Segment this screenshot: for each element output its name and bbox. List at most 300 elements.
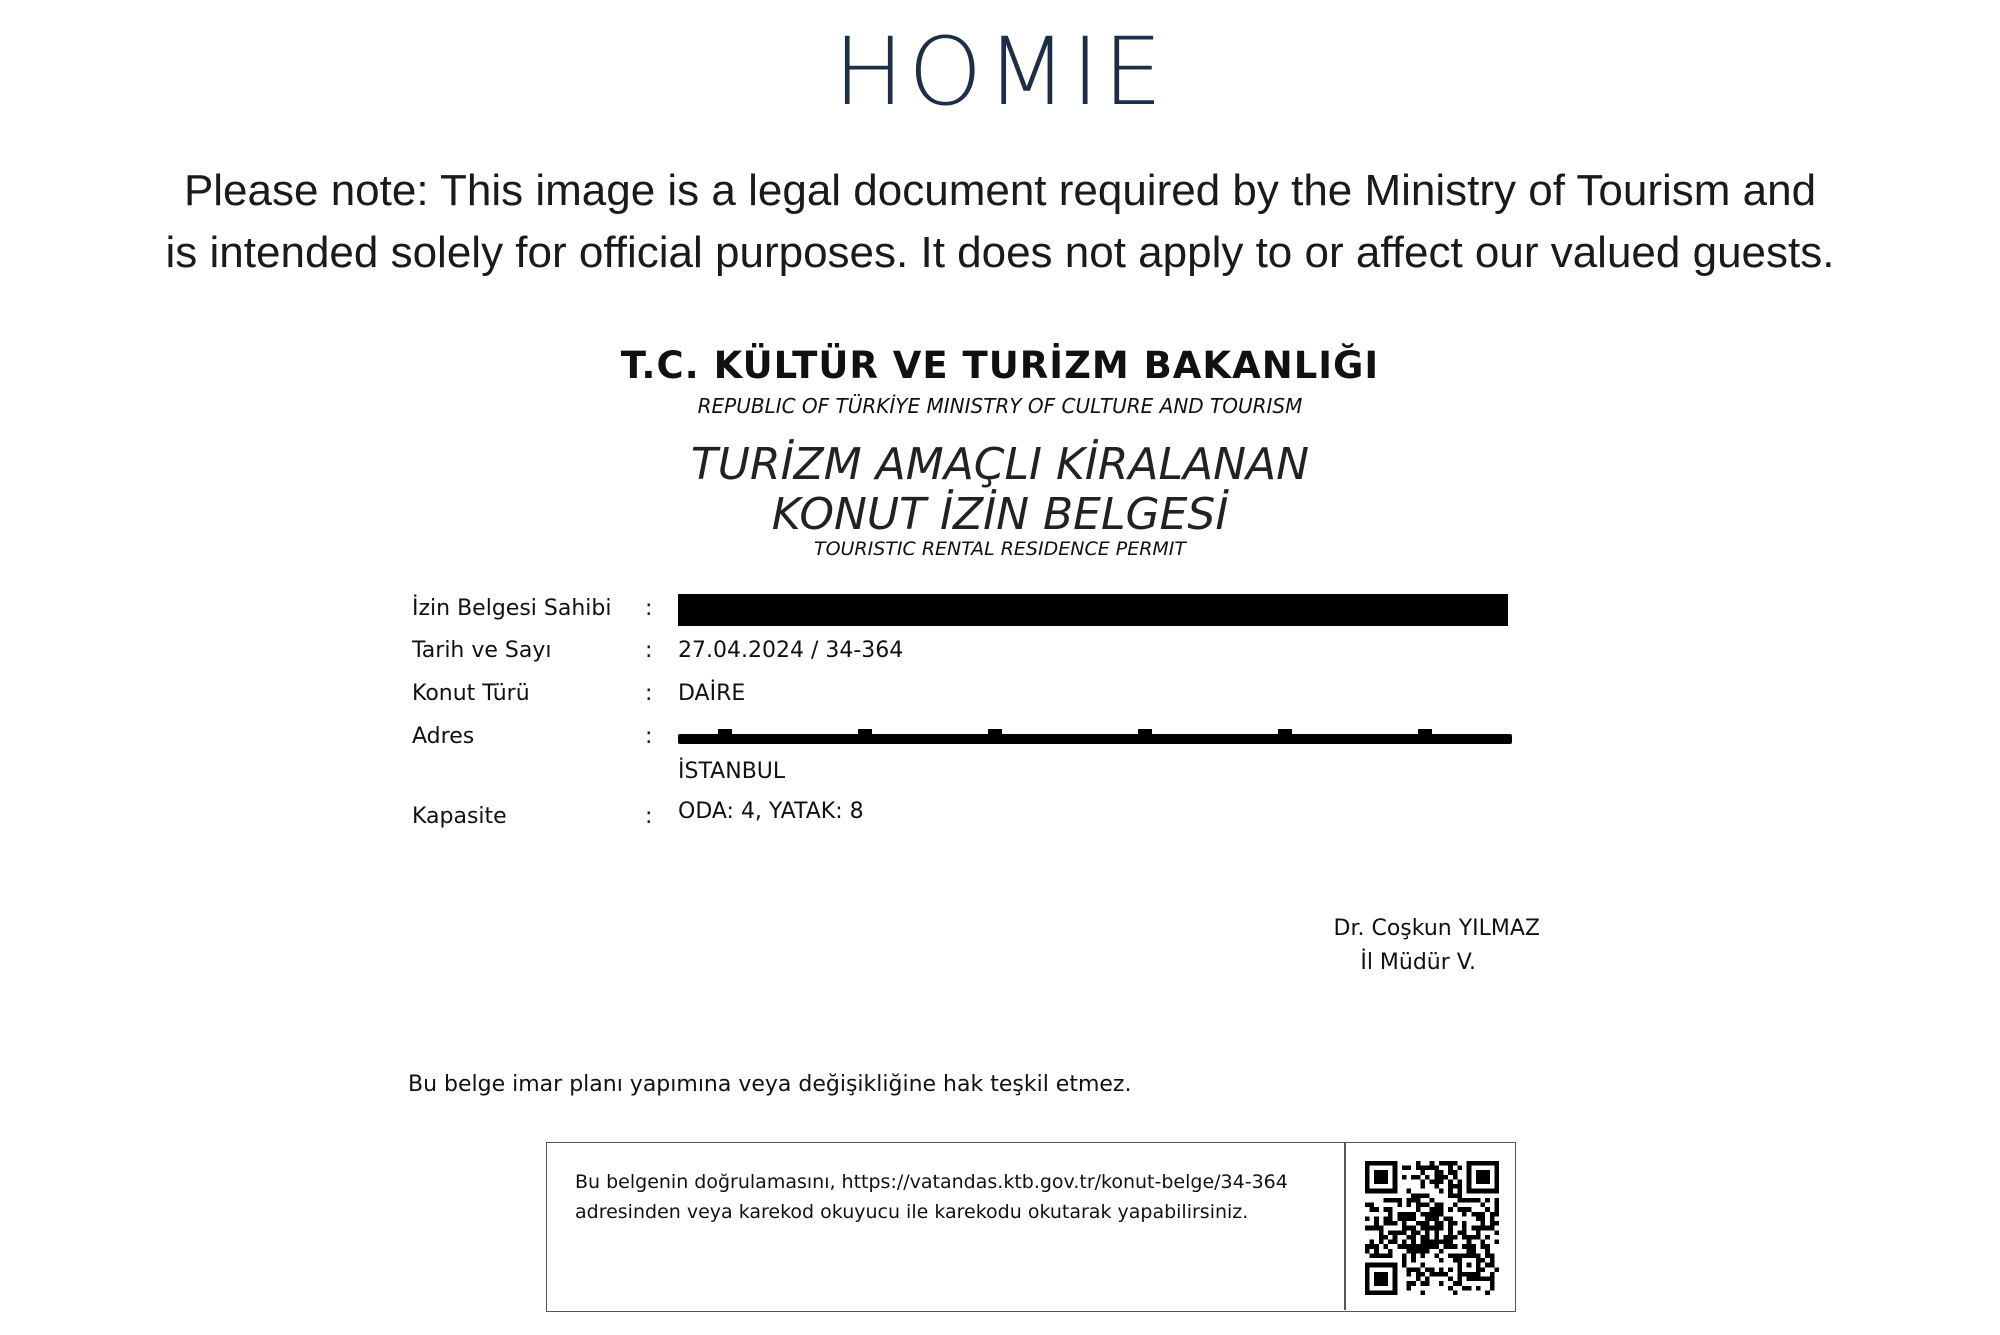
qr-module bbox=[1448, 1161, 1453, 1166]
qr-module bbox=[1388, 1216, 1393, 1221]
qr-module bbox=[1420, 1272, 1425, 1277]
qr-module bbox=[1494, 1221, 1499, 1226]
qr-module bbox=[1402, 1175, 1407, 1180]
qr-module bbox=[1430, 1272, 1435, 1277]
qr-module bbox=[1407, 1212, 1412, 1217]
qr-module bbox=[1476, 1226, 1481, 1231]
qr-module bbox=[1448, 1230, 1453, 1235]
qr-module bbox=[1370, 1203, 1375, 1208]
qr-module bbox=[1402, 1258, 1407, 1263]
qr-finder-core bbox=[1374, 1272, 1388, 1286]
verification-text bbox=[575, 1167, 1295, 1227]
qr-module bbox=[1430, 1179, 1435, 1184]
qr-module bbox=[1388, 1240, 1393, 1245]
qr-module bbox=[1448, 1179, 1453, 1184]
qr-module bbox=[1471, 1226, 1476, 1231]
qr-module bbox=[1374, 1216, 1379, 1221]
qr-module bbox=[1439, 1179, 1444, 1184]
qr-module bbox=[1430, 1207, 1435, 1212]
qr-module bbox=[1420, 1221, 1425, 1226]
qr-module bbox=[1453, 1170, 1458, 1175]
qr-module bbox=[1407, 1286, 1412, 1291]
qr-module bbox=[1439, 1203, 1444, 1208]
qr-module bbox=[1481, 1203, 1486, 1208]
qr-module bbox=[1388, 1221, 1393, 1226]
qr-module bbox=[1416, 1244, 1421, 1249]
qr-module bbox=[1434, 1235, 1439, 1240]
qr-module bbox=[1494, 1267, 1499, 1272]
qr-module bbox=[1425, 1244, 1430, 1249]
qr-module bbox=[1439, 1170, 1444, 1175]
qr-code-graphic bbox=[1365, 1161, 1499, 1295]
qr-module bbox=[1420, 1249, 1425, 1254]
qr-module bbox=[1448, 1240, 1453, 1245]
field-colon-capacity: : bbox=[645, 804, 653, 829]
qr-module bbox=[1383, 1207, 1388, 1212]
qr-module bbox=[1485, 1244, 1490, 1249]
qr-module bbox=[1462, 1221, 1467, 1226]
qr-module bbox=[1407, 1203, 1412, 1208]
qr-module bbox=[1374, 1207, 1379, 1212]
qr-module bbox=[1453, 1193, 1458, 1198]
qr-module bbox=[1485, 1207, 1490, 1212]
qr-module bbox=[1439, 1249, 1444, 1254]
qr-module bbox=[1444, 1216, 1449, 1221]
qr-module bbox=[1462, 1230, 1467, 1235]
permit-title-line-1: TURİZM AMAÇLI KİRALANAN bbox=[690, 439, 1310, 490]
qr-module bbox=[1383, 1244, 1388, 1249]
qr-module bbox=[1490, 1212, 1495, 1217]
qr-module bbox=[1481, 1240, 1486, 1245]
qr-module bbox=[1425, 1221, 1430, 1226]
qr-module bbox=[1462, 1244, 1467, 1249]
qr-module bbox=[1383, 1221, 1388, 1226]
qr-module bbox=[1490, 1263, 1495, 1268]
qr-module bbox=[1448, 1244, 1453, 1249]
qr-module bbox=[1485, 1249, 1490, 1254]
qr-module bbox=[1374, 1249, 1379, 1254]
verification-line-2: adresinden veya karekod okuyucu ile karekodu okutarak yapabilirsiniz. bbox=[575, 1201, 1249, 1223]
qr-module bbox=[1490, 1226, 1495, 1231]
qr-module bbox=[1383, 1253, 1388, 1258]
qr-module bbox=[1416, 1175, 1421, 1180]
qr-module bbox=[1411, 1175, 1416, 1180]
qr-module bbox=[1481, 1244, 1486, 1249]
qr-module bbox=[1439, 1175, 1444, 1180]
qr-module bbox=[1407, 1166, 1412, 1171]
qr-module bbox=[1476, 1277, 1481, 1282]
qr-module bbox=[1439, 1189, 1444, 1194]
qr-module bbox=[1420, 1281, 1425, 1286]
qr-module bbox=[1388, 1212, 1393, 1217]
qr-module bbox=[1481, 1267, 1486, 1272]
qr-module bbox=[1457, 1281, 1462, 1286]
qr-module bbox=[1462, 1235, 1467, 1240]
qr-module bbox=[1485, 1198, 1490, 1203]
qr-module bbox=[1411, 1226, 1416, 1231]
qr-module bbox=[1425, 1235, 1430, 1240]
qr-module bbox=[1365, 1216, 1370, 1221]
qr-module bbox=[1434, 1226, 1439, 1231]
qr-module bbox=[1494, 1203, 1499, 1208]
qr-module bbox=[1374, 1221, 1379, 1226]
qr-module bbox=[1494, 1198, 1499, 1203]
qr-module bbox=[1444, 1161, 1449, 1166]
qr-module bbox=[1490, 1281, 1495, 1286]
qr-module bbox=[1402, 1240, 1407, 1245]
qr-module bbox=[1485, 1277, 1490, 1282]
qr-module bbox=[1402, 1263, 1407, 1268]
qr-module bbox=[1416, 1166, 1421, 1171]
qr-module bbox=[1434, 1244, 1439, 1249]
qr-module bbox=[1402, 1253, 1407, 1258]
qr-module bbox=[1379, 1240, 1384, 1245]
brand-logo: HOMIE bbox=[833, 18, 1167, 127]
qr-module bbox=[1407, 1226, 1412, 1231]
qr-module bbox=[1448, 1277, 1453, 1282]
field-value-capacity: ODA: 4, YATAK: 8 bbox=[678, 799, 864, 824]
qr-module bbox=[1457, 1277, 1462, 1282]
qr-module bbox=[1490, 1216, 1495, 1221]
qr-module bbox=[1448, 1193, 1453, 1198]
qr-module bbox=[1416, 1207, 1421, 1212]
qr-module bbox=[1425, 1230, 1430, 1235]
qr-module bbox=[1430, 1166, 1435, 1171]
qr-module bbox=[1490, 1286, 1495, 1291]
qr-module bbox=[1485, 1263, 1490, 1268]
redacted-owner-bar bbox=[678, 594, 1508, 626]
qr-module bbox=[1407, 1281, 1412, 1286]
qr-module bbox=[1444, 1272, 1449, 1277]
qr-module bbox=[1444, 1235, 1449, 1240]
qr-module bbox=[1467, 1235, 1472, 1240]
redaction-line bbox=[678, 734, 1512, 744]
qr-module bbox=[1393, 1230, 1398, 1235]
verification-divider bbox=[1344, 1143, 1346, 1310]
qr-module bbox=[1402, 1226, 1407, 1231]
qr-module bbox=[1416, 1272, 1421, 1277]
qr-module bbox=[1448, 1166, 1453, 1171]
qr-module bbox=[1476, 1286, 1481, 1291]
qr-module bbox=[1397, 1203, 1402, 1208]
qr-module bbox=[1425, 1281, 1430, 1286]
qr-module bbox=[1448, 1235, 1453, 1240]
qr-module bbox=[1388, 1207, 1393, 1212]
qr-module bbox=[1370, 1253, 1375, 1258]
qr-module bbox=[1439, 1267, 1444, 1272]
qr-module bbox=[1425, 1193, 1430, 1198]
qr-module bbox=[1439, 1258, 1444, 1263]
qr-module bbox=[1420, 1179, 1425, 1184]
qr-module bbox=[1439, 1161, 1444, 1166]
qr-module bbox=[1434, 1203, 1439, 1208]
qr-module bbox=[1448, 1253, 1453, 1258]
qr-module bbox=[1407, 1198, 1412, 1203]
qr-module bbox=[1490, 1272, 1495, 1277]
qr-module bbox=[1453, 1258, 1458, 1263]
qr-module bbox=[1457, 1166, 1462, 1171]
qr-module bbox=[1388, 1230, 1393, 1235]
ministry-name-tr: T.C. KÜLTÜR VE TURİZM BAKANLIĞI bbox=[620, 344, 1380, 387]
qr-module bbox=[1416, 1267, 1421, 1272]
qr-module bbox=[1439, 1221, 1444, 1226]
qr-module bbox=[1411, 1235, 1416, 1240]
qr-module bbox=[1430, 1216, 1435, 1221]
permit-title-en: TOURISTIC RENTAL RESIDENCE PERMIT bbox=[813, 538, 1187, 560]
qr-module bbox=[1379, 1235, 1384, 1240]
qr-module bbox=[1485, 1226, 1490, 1231]
qr-module bbox=[1453, 1290, 1458, 1295]
qr-module bbox=[1481, 1221, 1486, 1226]
redaction-tick bbox=[988, 729, 1002, 735]
qr-module bbox=[1448, 1170, 1453, 1175]
qr-module bbox=[1379, 1253, 1384, 1258]
qr-module bbox=[1494, 1240, 1499, 1245]
qr-align-core bbox=[1467, 1263, 1472, 1268]
qr-module bbox=[1370, 1240, 1375, 1245]
qr-module bbox=[1411, 1244, 1416, 1249]
qr-module bbox=[1407, 1235, 1412, 1240]
qr-module bbox=[1457, 1198, 1462, 1203]
qr-module bbox=[1448, 1189, 1453, 1194]
field-colon-address: : bbox=[645, 724, 653, 749]
qr-finder-core bbox=[1476, 1170, 1490, 1184]
qr-module bbox=[1420, 1203, 1425, 1208]
qr-module bbox=[1453, 1175, 1458, 1180]
qr-module bbox=[1425, 1212, 1430, 1217]
qr-module bbox=[1490, 1277, 1495, 1282]
qr-module bbox=[1407, 1244, 1412, 1249]
qr-module bbox=[1365, 1244, 1370, 1249]
qr-module bbox=[1379, 1230, 1384, 1235]
qr-module bbox=[1420, 1290, 1425, 1295]
qr-module bbox=[1416, 1198, 1421, 1203]
qr-module bbox=[1439, 1240, 1444, 1245]
qr-module bbox=[1365, 1249, 1370, 1254]
qr-module bbox=[1402, 1230, 1407, 1235]
qr-module bbox=[1434, 1175, 1439, 1180]
qr-module bbox=[1411, 1240, 1416, 1245]
qr-code-icon[interactable] bbox=[1365, 1161, 1499, 1295]
qr-module bbox=[1434, 1240, 1439, 1245]
qr-module bbox=[1430, 1267, 1435, 1272]
qr-module bbox=[1407, 1216, 1412, 1221]
qr-module bbox=[1490, 1221, 1495, 1226]
qr-module bbox=[1485, 1235, 1490, 1240]
qr-module bbox=[1467, 1249, 1472, 1254]
field-colon-owner: : bbox=[645, 596, 653, 621]
qr-module bbox=[1425, 1166, 1430, 1171]
qr-module bbox=[1388, 1198, 1393, 1203]
qr-module bbox=[1471, 1244, 1476, 1249]
qr-module bbox=[1439, 1212, 1444, 1217]
qr-module bbox=[1407, 1189, 1412, 1194]
qr-module bbox=[1471, 1235, 1476, 1240]
qr-module bbox=[1393, 1235, 1398, 1240]
qr-module bbox=[1411, 1198, 1416, 1203]
qr-module bbox=[1471, 1212, 1476, 1217]
qr-module bbox=[1490, 1258, 1495, 1263]
qr-module bbox=[1462, 1286, 1467, 1291]
qr-module bbox=[1453, 1161, 1458, 1166]
qr-module bbox=[1462, 1212, 1467, 1217]
qr-module bbox=[1411, 1281, 1416, 1286]
qr-module bbox=[1416, 1161, 1421, 1166]
qr-module bbox=[1448, 1286, 1453, 1291]
qr-module bbox=[1457, 1193, 1462, 1198]
qr-module bbox=[1411, 1253, 1416, 1258]
qr-module bbox=[1467, 1244, 1472, 1249]
qr-module bbox=[1457, 1179, 1462, 1184]
qr-module bbox=[1374, 1253, 1379, 1258]
qr-module bbox=[1434, 1272, 1439, 1277]
qr-module bbox=[1453, 1244, 1458, 1249]
qr-module bbox=[1471, 1277, 1476, 1282]
qr-module bbox=[1420, 1253, 1425, 1258]
qr-module bbox=[1393, 1240, 1398, 1245]
field-label-capacity: Kapasite bbox=[412, 804, 507, 829]
qr-module bbox=[1420, 1166, 1425, 1171]
qr-module bbox=[1485, 1253, 1490, 1258]
qr-finder-core bbox=[1374, 1170, 1388, 1184]
qr-module bbox=[1481, 1258, 1486, 1263]
qr-module bbox=[1476, 1212, 1481, 1217]
field-label-address: Adres bbox=[412, 724, 475, 749]
qr-module bbox=[1494, 1212, 1499, 1217]
redaction-tick bbox=[1138, 729, 1152, 735]
qr-module bbox=[1425, 1216, 1430, 1221]
qr-module bbox=[1453, 1235, 1458, 1240]
qr-module bbox=[1420, 1193, 1425, 1198]
qr-module bbox=[1434, 1216, 1439, 1221]
qr-module bbox=[1494, 1230, 1499, 1235]
qr-module bbox=[1476, 1198, 1481, 1203]
signer-title: İl Müdür V. bbox=[1360, 950, 1476, 975]
qr-module bbox=[1434, 1170, 1439, 1175]
qr-module bbox=[1481, 1216, 1486, 1221]
qr-module bbox=[1448, 1226, 1453, 1231]
qr-module bbox=[1388, 1249, 1393, 1254]
qr-module bbox=[1420, 1184, 1425, 1189]
qr-module bbox=[1407, 1272, 1412, 1277]
qr-module bbox=[1425, 1249, 1430, 1254]
qr-module bbox=[1434, 1207, 1439, 1212]
redaction-tick bbox=[1278, 729, 1292, 735]
qr-module bbox=[1425, 1226, 1430, 1231]
qr-module bbox=[1420, 1170, 1425, 1175]
qr-module bbox=[1434, 1230, 1439, 1235]
qr-module bbox=[1370, 1226, 1375, 1231]
qr-module bbox=[1430, 1244, 1435, 1249]
redacted-address-strike bbox=[678, 728, 1512, 748]
qr-module bbox=[1425, 1175, 1430, 1180]
qr-module bbox=[1457, 1207, 1462, 1212]
qr-module bbox=[1485, 1290, 1490, 1295]
qr-module bbox=[1453, 1281, 1458, 1286]
qr-module bbox=[1467, 1277, 1472, 1282]
verification-box bbox=[546, 1142, 1516, 1312]
signer-name: Dr. Coşkun YILMAZ bbox=[1333, 916, 1540, 941]
qr-module bbox=[1397, 1244, 1402, 1249]
qr-module bbox=[1393, 1221, 1398, 1226]
disclaimer-text: Bu belge imar planı yapımına veya değişikliğine hak teşkil etmez. bbox=[408, 1072, 1132, 1097]
qr-module bbox=[1444, 1175, 1449, 1180]
qr-module bbox=[1407, 1249, 1412, 1254]
qr-module bbox=[1439, 1207, 1444, 1212]
field-colon-type: : bbox=[645, 681, 653, 706]
qr-module bbox=[1494, 1207, 1499, 1212]
qr-module bbox=[1453, 1253, 1458, 1258]
qr-module bbox=[1434, 1184, 1439, 1189]
qr-module bbox=[1430, 1226, 1435, 1231]
qr-module bbox=[1444, 1240, 1449, 1245]
qr-module bbox=[1448, 1221, 1453, 1226]
qr-module bbox=[1425, 1203, 1430, 1208]
qr-module bbox=[1397, 1212, 1402, 1217]
qr-module bbox=[1439, 1226, 1444, 1231]
qr-module bbox=[1370, 1207, 1375, 1212]
qr-module bbox=[1397, 1230, 1402, 1235]
qr-module bbox=[1430, 1161, 1435, 1166]
qr-module bbox=[1448, 1216, 1453, 1221]
qr-module bbox=[1411, 1267, 1416, 1272]
qr-module bbox=[1397, 1216, 1402, 1221]
qr-module bbox=[1453, 1221, 1458, 1226]
qr-module bbox=[1457, 1184, 1462, 1189]
qr-module bbox=[1434, 1179, 1439, 1184]
field-value-date: 27.04.2024 / 34-364 bbox=[678, 638, 904, 663]
verification-line-1: Bu belgenin doğrulamasını, https://vatandas.ktb.gov.tr/konut-belge/34-364 bbox=[575, 1171, 1288, 1193]
qr-module bbox=[1430, 1212, 1435, 1217]
qr-module bbox=[1453, 1184, 1458, 1189]
qr-module bbox=[1467, 1207, 1472, 1212]
qr-module bbox=[1402, 1212, 1407, 1217]
qr-module bbox=[1407, 1267, 1412, 1272]
qr-module bbox=[1420, 1212, 1425, 1217]
permit-title bbox=[500, 440, 1500, 540]
qr-module bbox=[1411, 1193, 1416, 1198]
redaction-tick bbox=[858, 729, 872, 735]
field-value-address-city: İSTANBUL bbox=[678, 759, 786, 784]
redaction-tick bbox=[718, 729, 732, 735]
field-colon-date: : bbox=[645, 638, 653, 663]
qr-module bbox=[1476, 1230, 1481, 1235]
qr-module bbox=[1462, 1198, 1467, 1203]
qr-module bbox=[1476, 1235, 1481, 1240]
qr-module bbox=[1434, 1166, 1439, 1171]
qr-module bbox=[1430, 1240, 1435, 1245]
qr-module bbox=[1481, 1226, 1486, 1231]
qr-module bbox=[1388, 1253, 1393, 1258]
qr-module bbox=[1448, 1184, 1453, 1189]
qr-module bbox=[1467, 1240, 1472, 1245]
qr-module bbox=[1416, 1193, 1421, 1198]
field-label-type: Konut Türü bbox=[412, 681, 530, 706]
qr-module bbox=[1471, 1198, 1476, 1203]
qr-module bbox=[1467, 1198, 1472, 1203]
qr-module bbox=[1467, 1286, 1472, 1291]
qr-module bbox=[1481, 1212, 1486, 1217]
qr-module bbox=[1411, 1216, 1416, 1221]
qr-module bbox=[1430, 1198, 1435, 1203]
qr-module bbox=[1416, 1277, 1421, 1282]
qr-module bbox=[1402, 1221, 1407, 1226]
qr-module bbox=[1397, 1198, 1402, 1203]
qr-module bbox=[1420, 1240, 1425, 1245]
qr-module bbox=[1462, 1207, 1467, 1212]
qr-module bbox=[1416, 1221, 1421, 1226]
qr-module bbox=[1365, 1203, 1370, 1208]
